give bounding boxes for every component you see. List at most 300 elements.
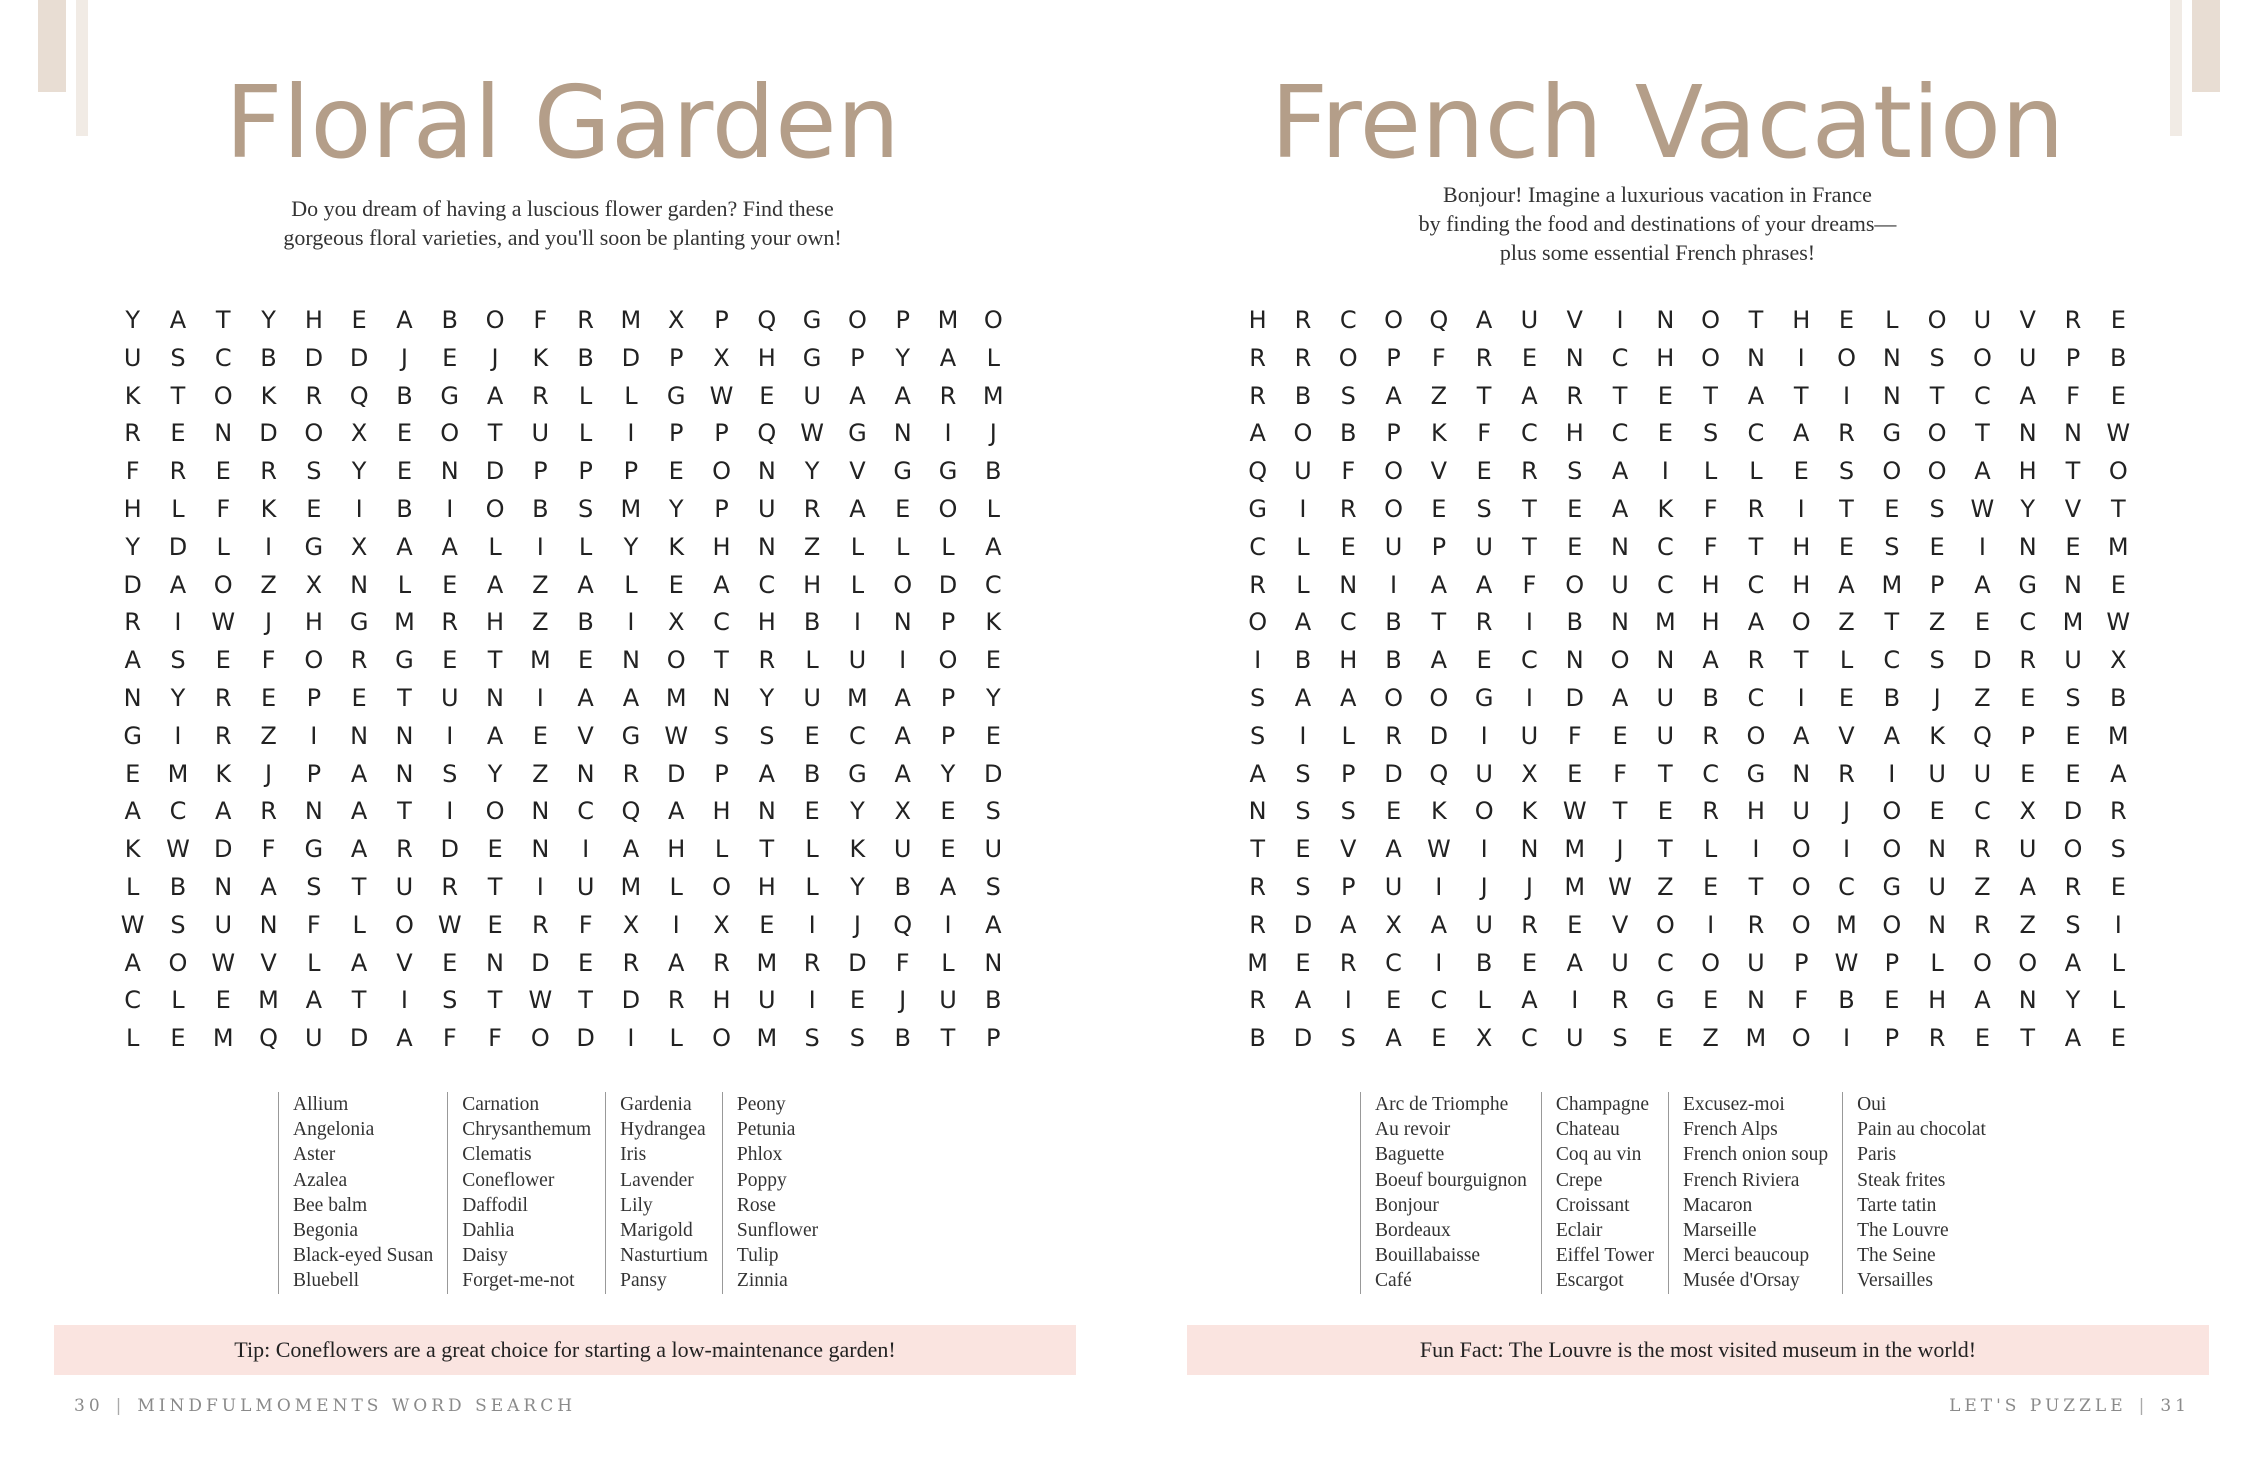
grid-letter[interactable]: U [848, 646, 867, 675]
grid-letter[interactable]: O [1610, 646, 1630, 675]
grid-letter[interactable]: O [1882, 797, 1902, 826]
grid-letter[interactable]: A [894, 381, 911, 410]
grid-letter[interactable]: T [1476, 381, 1492, 410]
grid-letter[interactable]: A [2110, 759, 2127, 788]
grid-letter[interactable]: A [1566, 948, 1583, 977]
grid-letter[interactable]: O [1565, 570, 1585, 599]
grid-letter[interactable]: I [808, 986, 816, 1015]
grid-letter[interactable]: Q [621, 797, 641, 826]
grid-letter[interactable]: E [1974, 1024, 1990, 1053]
grid-letter[interactable]: P [895, 306, 910, 334]
grid-letter[interactable]: M [258, 986, 279, 1015]
grid-letter[interactable]: A [1430, 910, 1448, 939]
grid-letter[interactable]: C [169, 797, 187, 826]
grid-letter[interactable]: R [1928, 1024, 1946, 1053]
grid-letter[interactable]: F [125, 457, 140, 486]
grid-letter[interactable]: N [757, 457, 776, 486]
grid-letter[interactable]: R [531, 910, 549, 939]
grid-letter[interactable]: A [1611, 494, 1629, 523]
grid-letter[interactable]: Q [1972, 721, 1992, 750]
grid-letter[interactable]: P [1341, 759, 1356, 788]
grid-letter[interactable]: N [893, 419, 912, 448]
grid-letter[interactable]: C [984, 570, 1002, 599]
grid-letter[interactable]: W [709, 381, 734, 410]
grid-letter[interactable]: H [1746, 797, 1765, 826]
grid-letter[interactable]: I [1616, 306, 1624, 334]
grid-letter[interactable]: L [2111, 948, 2125, 977]
grid-letter[interactable]: P [533, 457, 548, 486]
grid-letter[interactable]: D [168, 532, 188, 561]
grid-letter[interactable]: N [486, 948, 504, 977]
grid-letter[interactable]: I [1797, 494, 1805, 523]
grid-letter[interactable]: R [2064, 872, 2082, 901]
grid-letter[interactable]: N [214, 419, 233, 448]
grid-letter[interactable]: P [714, 419, 729, 448]
grid-letter[interactable]: R [1249, 570, 1266, 599]
grid-letter[interactable]: S [2065, 683, 2081, 712]
grid-letter[interactable]: T [397, 683, 412, 712]
grid-letter[interactable]: N [576, 759, 595, 788]
grid-letter[interactable]: S [713, 721, 730, 750]
grid-letter[interactable]: P [1929, 570, 1945, 599]
grid-letter[interactable]: U [1475, 910, 1493, 939]
grid-letter[interactable]: E [396, 419, 413, 448]
grid-letter[interactable]: Y [804, 457, 820, 486]
grid-letter[interactable]: T [2065, 457, 2081, 486]
grid-letter[interactable]: R [1838, 419, 1855, 448]
grid-letter[interactable]: A [396, 1024, 413, 1053]
grid-letter[interactable]: L [1296, 532, 1310, 561]
grid-letter[interactable]: D [621, 986, 641, 1015]
grid-letter[interactable]: Y [850, 797, 865, 826]
grid-letter[interactable]: H [486, 608, 505, 637]
grid-letter[interactable]: W [1562, 797, 1587, 826]
grid-letter[interactable]: I [1525, 683, 1533, 712]
grid-letter[interactable]: P [306, 683, 322, 712]
grid-letter[interactable]: E [1929, 797, 1945, 826]
grid-letter[interactable]: E [1929, 532, 1945, 561]
grid-letter[interactable]: X [713, 343, 730, 372]
grid-letter[interactable]: R [1249, 872, 1266, 901]
grid-letter[interactable]: M [847, 683, 868, 712]
grid-letter[interactable]: I [1299, 721, 1307, 750]
grid-letter[interactable]: U [758, 494, 776, 523]
grid-letter[interactable]: C [849, 721, 866, 750]
grid-letter[interactable]: E [1657, 1024, 1673, 1053]
grid-letter[interactable]: R [396, 835, 413, 864]
grid-letter[interactable]: E [578, 646, 594, 675]
grid-letter[interactable]: T [215, 306, 231, 334]
grid-letter[interactable]: I [1707, 910, 1715, 939]
grid-letter[interactable]: N [1882, 381, 1901, 410]
grid-letter[interactable]: A [1249, 759, 1266, 788]
grid-letter[interactable]: G [1248, 494, 1267, 523]
grid-letter[interactable]: R [1702, 721, 1719, 750]
grid-letter[interactable]: F [895, 948, 910, 977]
grid-letter[interactable]: B [260, 343, 277, 372]
grid-letter[interactable]: A [1793, 419, 1810, 448]
grid-letter[interactable]: F [442, 1024, 457, 1053]
grid-letter[interactable]: T [1612, 797, 1628, 826]
grid-letter[interactable]: B [2110, 683, 2127, 712]
grid-letter[interactable]: E [1612, 721, 1628, 750]
grid-letter[interactable]: A [1747, 381, 1765, 410]
grid-letter[interactable]: G [395, 646, 414, 675]
grid-letter[interactable]: S [1340, 797, 1356, 826]
grid-letter[interactable]: C [1249, 532, 1267, 561]
grid-letter[interactable]: C [1385, 948, 1402, 977]
grid-letter[interactable]: C [1747, 419, 1765, 448]
grid-letter[interactable]: Y [125, 306, 140, 334]
grid-letter[interactable]: B [1340, 419, 1357, 448]
grid-letter[interactable]: N [350, 570, 369, 599]
grid-letter[interactable]: R [1475, 608, 1493, 637]
grid-letter[interactable]: X [713, 910, 730, 939]
grid-letter[interactable]: O [304, 646, 324, 675]
grid-letter[interactable]: E [2020, 683, 2036, 712]
grid-letter[interactable]: I [1797, 683, 1805, 712]
grid-letter[interactable]: O [1746, 721, 1766, 750]
grid-letter[interactable]: E [1657, 419, 1673, 448]
grid-letter[interactable]: Z [1702, 1024, 1719, 1053]
grid-letter[interactable]: U [1973, 306, 1992, 334]
grid-letter[interactable]: F [1477, 419, 1492, 448]
grid-letter[interactable]: O [666, 646, 686, 675]
grid-letter[interactable]: B [803, 759, 821, 788]
grid-letter[interactable]: A [713, 570, 730, 599]
grid-letter[interactable]: U [1928, 759, 1946, 788]
grid-letter[interactable]: Y [261, 306, 276, 334]
grid-letter[interactable]: F [306, 910, 321, 939]
grid-letter[interactable]: D [1293, 910, 1313, 939]
grid-letter[interactable]: O [485, 797, 505, 826]
grid-letter[interactable]: J [265, 759, 273, 788]
grid-letter[interactable]: A [2064, 948, 2082, 977]
grid-letter[interactable]: O [1927, 419, 1947, 448]
grid-letter[interactable]: A [260, 872, 277, 901]
grid-letter[interactable]: F [1567, 721, 1582, 750]
grid-letter[interactable]: O [1791, 608, 1811, 637]
grid-letter[interactable]: N [440, 457, 459, 486]
grid-letter[interactable]: B [1566, 608, 1583, 637]
grid-letter[interactable]: U [1747, 948, 1765, 977]
grid-letter[interactable]: R [531, 381, 549, 410]
grid-letter[interactable]: A [396, 532, 413, 561]
grid-letter[interactable]: Q [349, 381, 369, 410]
grid-letter[interactable]: I [355, 494, 363, 523]
grid-letter[interactable]: E [895, 494, 911, 523]
grid-letter[interactable]: D [621, 343, 641, 372]
grid-letter[interactable]: W [800, 419, 824, 448]
grid-letter[interactable]: T [578, 986, 593, 1015]
grid-letter[interactable]: O [530, 1024, 550, 1053]
grid-letter[interactable]: R [1521, 457, 1538, 486]
grid-letter[interactable]: K [260, 494, 277, 523]
grid-letter[interactable]: Q [757, 419, 777, 448]
grid-letter[interactable]: C [1747, 570, 1765, 599]
grid-letter[interactable]: Q [1429, 759, 1449, 788]
grid-letter[interactable]: U [1656, 683, 1675, 712]
grid-letter[interactable]: A [486, 381, 504, 410]
grid-letter[interactable]: Y [623, 532, 639, 561]
grid-letter[interactable]: P [1884, 948, 1900, 977]
grid-letter[interactable]: U [1384, 532, 1403, 561]
grid-letter[interactable]: L [669, 872, 683, 901]
grid-letter[interactable]: L [352, 910, 366, 939]
grid-letter[interactable]: K [532, 343, 549, 372]
grid-letter[interactable]: G [666, 381, 686, 410]
grid-letter[interactable]: X [1475, 1024, 1493, 1053]
grid-letter[interactable]: O [938, 646, 958, 675]
grid-letter[interactable]: S [1250, 683, 1266, 712]
grid-letter[interactable]: S [1929, 343, 1945, 372]
grid-letter[interactable]: J [1842, 797, 1851, 826]
grid-letter[interactable]: X [2019, 797, 2036, 826]
grid-letter[interactable]: V [2064, 494, 2082, 523]
grid-letter[interactable]: W [211, 948, 236, 977]
grid-letter[interactable]: U [2018, 835, 2037, 864]
grid-letter[interactable]: A [1294, 608, 1312, 637]
grid-letter[interactable]: J [1480, 872, 1488, 901]
grid-letter[interactable]: N [214, 872, 233, 901]
grid-letter[interactable]: V [1566, 306, 1583, 334]
grid-letter[interactable]: H [1701, 570, 1720, 599]
grid-letter[interactable]: A [1430, 570, 1448, 599]
grid-letter[interactable]: E [2110, 570, 2126, 599]
grid-letter[interactable]: H [803, 570, 822, 599]
grid-letter[interactable]: M [167, 759, 189, 788]
grid-letter[interactable]: C [1521, 1024, 1538, 1053]
grid-letter[interactable]: E [1793, 457, 1809, 486]
grid-letter[interactable]: J [899, 986, 907, 1015]
grid-letter[interactable]: Y [125, 532, 140, 561]
grid-letter[interactable]: T [351, 986, 367, 1015]
grid-letter[interactable]: P [2065, 343, 2081, 372]
grid-letter[interactable]: R [667, 986, 685, 1015]
grid-letter[interactable]: V [1430, 457, 1448, 486]
grid-letter[interactable]: S [170, 910, 186, 939]
grid-letter[interactable]: I [1571, 986, 1579, 1015]
grid-letter[interactable]: O [1927, 457, 1947, 486]
grid-letter[interactable]: L [624, 570, 638, 599]
grid-letter[interactable]: G [1882, 872, 1902, 901]
grid-letter[interactable]: J [265, 608, 273, 637]
grid-letter[interactable]: R [1249, 910, 1266, 939]
grid-letter[interactable]: O [1701, 306, 1721, 334]
grid-letter[interactable]: D [984, 759, 1003, 788]
grid-letter[interactable]: E [2110, 381, 2126, 410]
grid-letter[interactable]: A [1747, 608, 1765, 637]
grid-letter[interactable]: I [627, 419, 635, 448]
grid-letter[interactable]: O [1655, 910, 1675, 939]
grid-letter[interactable]: C [1974, 381, 1991, 410]
grid-letter[interactable]: L [805, 646, 819, 675]
grid-letter[interactable]: S [306, 872, 322, 901]
grid-letter[interactable]: B [803, 608, 821, 637]
grid-letter[interactable]: E [1657, 381, 1673, 410]
grid-letter[interactable]: R [1385, 721, 1402, 750]
grid-letter[interactable]: O [1791, 1024, 1811, 1053]
grid-letter[interactable]: B [1294, 646, 1312, 675]
grid-letter[interactable]: P [1431, 532, 1447, 561]
grid-letter[interactable]: T [1748, 872, 1764, 901]
grid-letter[interactable]: J [400, 343, 408, 372]
grid-letter[interactable]: L [714, 835, 729, 864]
grid-letter[interactable]: T [1703, 381, 1718, 410]
grid-letter[interactable]: U [395, 872, 414, 901]
grid-letter[interactable]: C [1747, 683, 1765, 712]
grid-letter[interactable]: P [850, 343, 865, 372]
grid-letter[interactable]: E [1884, 986, 1900, 1015]
grid-letter[interactable]: Z [260, 721, 277, 750]
grid-letter[interactable]: F [1341, 457, 1356, 486]
grid-letter[interactable]: I [1978, 532, 1986, 561]
grid-letter[interactable]: N [1339, 570, 1358, 599]
grid-letter[interactable]: M [2107, 721, 2129, 750]
grid-letter[interactable]: F [1431, 343, 1446, 372]
grid-letter[interactable]: A [1430, 646, 1448, 675]
grid-letter[interactable]: N [1928, 910, 1947, 939]
grid-letter[interactable]: F [533, 306, 548, 334]
grid-letter[interactable]: R [1838, 759, 1855, 788]
grid-letter[interactable]: A [1974, 986, 1991, 1015]
grid-letter[interactable]: I [174, 721, 182, 750]
grid-letter[interactable]: E [2020, 759, 2036, 788]
grid-letter[interactable]: I [1842, 1024, 1851, 1053]
grid-letter[interactable]: T [1612, 381, 1628, 410]
grid-letter[interactable]: E [1567, 759, 1583, 788]
grid-letter[interactable]: L [941, 948, 955, 977]
grid-letter[interactable]: A [350, 835, 368, 864]
grid-letter[interactable]: K [1929, 721, 1945, 750]
grid-letter[interactable]: A [215, 797, 232, 826]
grid-letter[interactable]: A [894, 721, 911, 750]
grid-letter[interactable]: I [899, 646, 907, 675]
grid-letter[interactable]: S [985, 797, 1001, 826]
grid-letter[interactable]: S [1838, 457, 1855, 486]
grid-letter[interactable]: E [1521, 948, 1538, 977]
grid-letter[interactable]: N [350, 721, 369, 750]
grid-letter[interactable]: P [623, 457, 639, 486]
grid-letter[interactable]: E [849, 986, 865, 1015]
grid-letter[interactable]: E [2065, 759, 2081, 788]
grid-letter[interactable]: S [1703, 419, 1719, 448]
grid-letter[interactable]: C [2019, 608, 2037, 637]
grid-letter[interactable]: H [304, 608, 323, 637]
grid-letter[interactable]: O [1701, 948, 1721, 977]
grid-letter[interactable]: M [1564, 872, 1586, 901]
grid-letter[interactable]: S [1929, 494, 1945, 523]
grid-letter[interactable]: R [1611, 986, 1629, 1015]
grid-letter[interactable]: R [169, 457, 187, 486]
grid-letter[interactable]: O [712, 872, 731, 901]
grid-letter[interactable]: K [260, 381, 277, 410]
grid-letter[interactable]: R [1747, 646, 1765, 675]
grid-letter[interactable]: L [896, 532, 910, 561]
grid-letter[interactable]: V [1340, 835, 1357, 864]
grid-letter[interactable]: L [986, 494, 1000, 523]
grid-letter[interactable]: S [1476, 494, 1492, 523]
grid-letter[interactable]: A [486, 721, 504, 750]
grid-letter[interactable]: J [491, 343, 499, 372]
grid-letter[interactable]: O [1384, 494, 1403, 523]
grid-letter[interactable]: G [938, 457, 958, 486]
grid-letter[interactable]: X [894, 797, 911, 826]
grid-letter[interactable]: C [1521, 646, 1538, 675]
grid-letter[interactable]: O [1882, 910, 1902, 939]
grid-letter[interactable]: D [2063, 797, 2083, 826]
grid-letter[interactable]: T [487, 872, 503, 901]
grid-letter[interactable]: A [1385, 1024, 1402, 1053]
grid-letter[interactable]: D [214, 835, 233, 864]
grid-letter[interactable]: M [982, 381, 1004, 410]
grid-letter[interactable]: H [304, 306, 323, 334]
grid-letter[interactable]: E [668, 457, 684, 486]
grid-letter[interactable]: I [174, 608, 182, 637]
grid-letter[interactable]: E [215, 986, 231, 1015]
grid-letter[interactable]: F [1522, 570, 1537, 599]
grid-letter[interactable]: A [1294, 986, 1312, 1015]
grid-letter[interactable]: H [1656, 343, 1675, 372]
grid-letter[interactable]: I [1344, 986, 1352, 1015]
grid-letter[interactable]: O [1474, 797, 1494, 826]
grid-letter[interactable]: C [1702, 759, 1719, 788]
grid-letter[interactable]: B [894, 872, 911, 901]
grid-letter[interactable]: C [214, 343, 232, 372]
grid-letter[interactable]: A [2019, 872, 2036, 901]
grid-letter[interactable]: B [985, 986, 1002, 1015]
grid-letter[interactable]: A [849, 381, 866, 410]
grid-letter[interactable]: T [2020, 1024, 2036, 1053]
grid-letter[interactable]: U [1565, 1024, 1584, 1053]
grid-letter[interactable]: P [714, 306, 729, 334]
grid-letter[interactable]: D [123, 570, 142, 599]
grid-letter[interactable]: Z [260, 570, 277, 599]
grid-letter[interactable]: G [802, 306, 822, 334]
grid-letter[interactable]: E [2110, 1024, 2126, 1053]
grid-letter[interactable]: N [486, 683, 504, 712]
grid-letter[interactable]: T [1793, 381, 1809, 410]
grid-letter[interactable]: S [170, 646, 186, 675]
grid-letter[interactable]: H [1928, 986, 1947, 1015]
grid-letter[interactable]: R [758, 646, 776, 675]
grid-letter[interactable]: Z [1838, 608, 1855, 637]
grid-letter[interactable]: G [2018, 570, 2037, 599]
grid-letter[interactable]: T [2110, 494, 2126, 523]
grid-letter[interactable]: T [1975, 419, 1990, 448]
grid-letter[interactable]: E [804, 721, 820, 750]
grid-letter[interactable]: R [1339, 494, 1357, 523]
grid-letter[interactable]: A [169, 306, 187, 334]
grid-letter[interactable]: R [1747, 494, 1765, 523]
grid-letter[interactable]: N [2064, 570, 2082, 599]
grid-letter[interactable]: H [1792, 570, 1811, 599]
grid-letter[interactable]: E [1567, 910, 1583, 939]
grid-letter[interactable]: I [1888, 759, 1896, 788]
grid-letter[interactable]: X [305, 570, 323, 599]
grid-letter[interactable]: S [1250, 721, 1266, 750]
grid-letter[interactable]: L [1839, 646, 1854, 675]
grid-letter[interactable]: U [576, 872, 595, 901]
grid-letter[interactable]: I [446, 494, 454, 523]
grid-letter[interactable]: A [939, 872, 957, 901]
grid-letter[interactable]: N [757, 797, 776, 826]
grid-letter[interactable]: R [2019, 646, 2037, 675]
grid-letter[interactable]: T [1793, 646, 1809, 675]
grid-letter[interactable]: D [848, 948, 867, 977]
grid-letter[interactable]: D [938, 570, 958, 599]
grid-letter[interactable]: A [668, 948, 685, 977]
